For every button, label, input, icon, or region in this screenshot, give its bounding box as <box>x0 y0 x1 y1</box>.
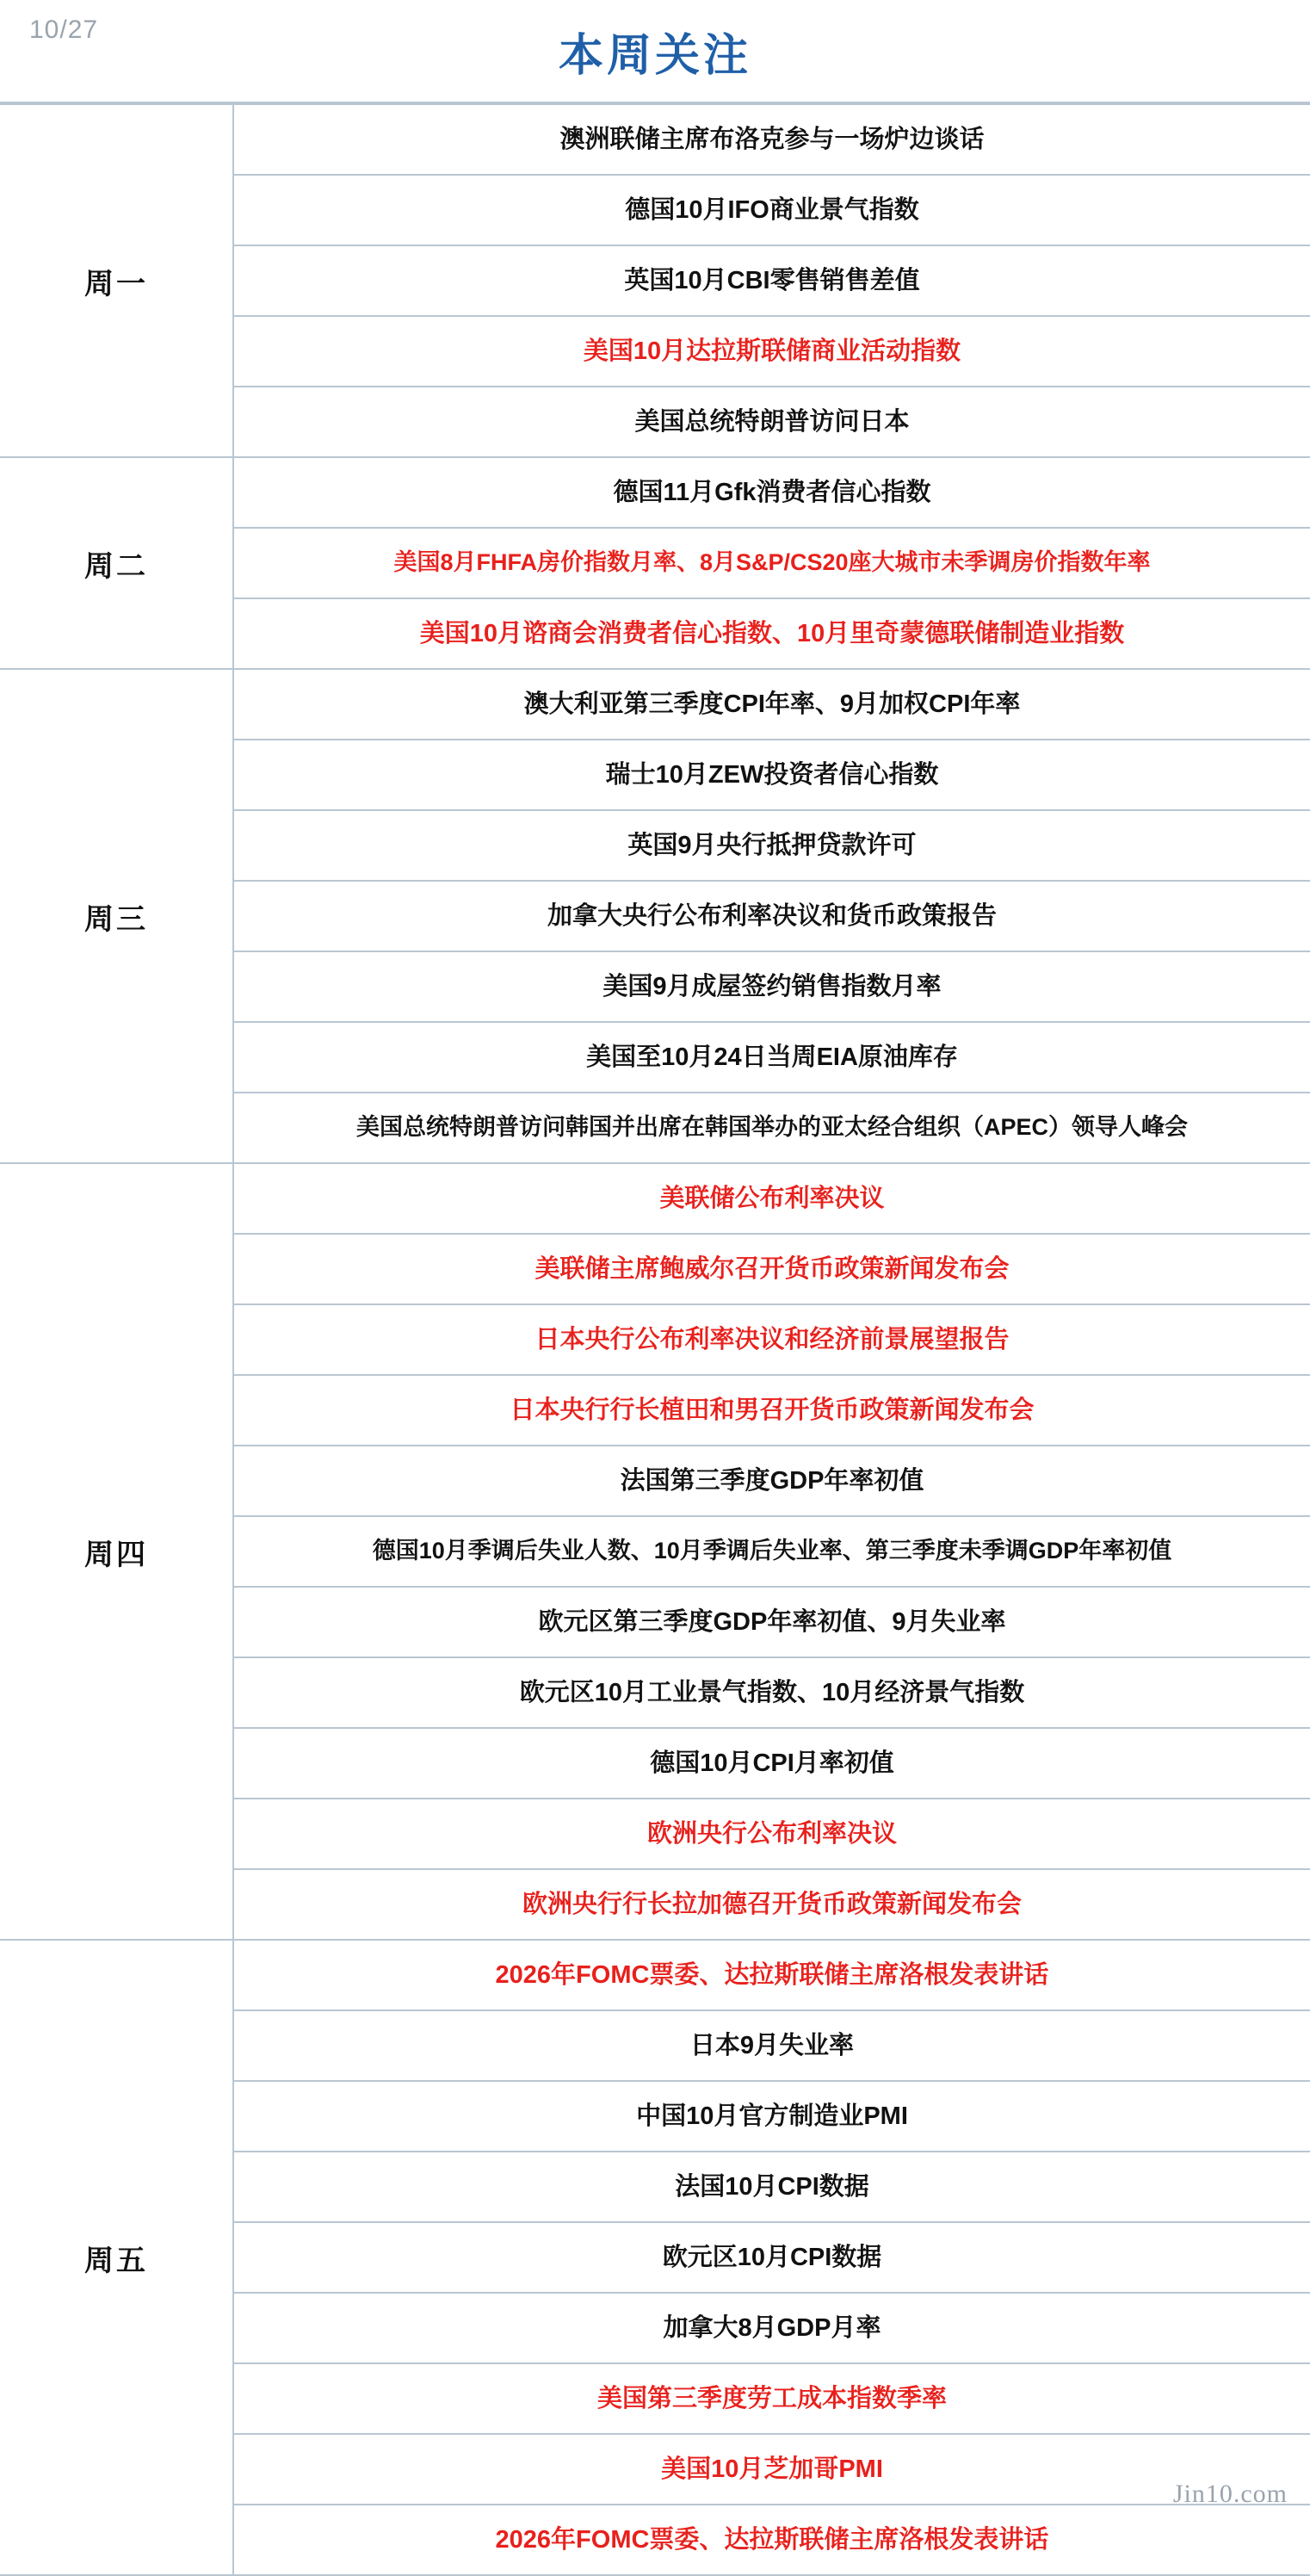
event-cell: 澳洲联储主席布洛克参与一场炉边谈话 <box>233 104 1310 175</box>
day-label-cell: 周四 <box>0 1163 233 1940</box>
event-cell: 英国9月央行抵押贷款许可 <box>233 810 1310 881</box>
weekly-events-table <box>0 103 1310 2576</box>
event-cell: 日本央行公布利率决议和经济前景展望报告 <box>233 1304 1310 1375</box>
event-cell: 德国10月季调后失业人数、10月季调后失业率、第三季度未季调GDP年率初值 <box>233 1516 1310 1587</box>
page-header <box>0 0 1310 103</box>
event-cell: 美国总统特朗普访问韩国并出席在韩国举办的亚太经合组织（APEC）领导人峰会 <box>233 1093 1310 1163</box>
event-cell: 美国至10月24日当周EIA原油库存 <box>233 1022 1310 1093</box>
event-cell: 英国10月CBI零售销售差值 <box>233 245 1310 316</box>
event-cell: 美国总统特朗普访问日本 <box>233 387 1310 457</box>
day-label-cell: 周一 <box>0 104 233 457</box>
event-cell: 法国10月CPI数据 <box>233 2152 1310 2222</box>
event-cell: 美联储主席鲍威尔召开货币政策新闻发布会 <box>233 1234 1310 1304</box>
event-cell: 美联储公布利率决议 <box>233 1163 1310 1234</box>
table-row <box>0 457 1310 528</box>
event-cell: 欧洲央行行长拉加德召开货币政策新闻发布会 <box>233 1869 1310 1940</box>
event-cell: 加拿大8月GDP月率 <box>233 2293 1310 2363</box>
event-cell: 欧洲央行公布利率决议 <box>233 1799 1310 1869</box>
table-row <box>0 104 1310 175</box>
watermark: Jin10.com <box>1172 2480 1288 2508</box>
event-cell: 2026年FOMC票委、达拉斯联储主席洛根发表讲话 <box>233 2505 1310 2575</box>
event-cell: 德国10月IFO商业景气指数 <box>233 175 1310 245</box>
day-label-cell: 周三 <box>0 669 233 1163</box>
event-cell: 日本央行行长植田和男召开货币政策新闻发布会 <box>233 1375 1310 1446</box>
event-cell: 瑞士10月ZEW投资者信心指数 <box>233 740 1310 810</box>
event-cell: 中国10月官方制造业PMI <box>233 2081 1310 2152</box>
event-cell: 欧元区10月CPI数据 <box>233 2222 1310 2293</box>
event-cell: 法国第三季度GDP年率初值 <box>233 1446 1310 1516</box>
day-label-cell: 周二 <box>0 457 233 669</box>
event-cell: 欧元区第三季度GDP年率初值、9月失业率 <box>233 1587 1310 1657</box>
event-cell: 日本9月失业率 <box>233 2010 1310 2081</box>
event-cell: 澳大利亚第三季度CPI年率、9月加权CPI年率 <box>233 669 1310 740</box>
table-row <box>0 669 1310 740</box>
event-cell: 美国10月达拉斯联储商业活动指数 <box>233 316 1310 387</box>
event-cell: 德国11月Gfk消费者信心指数 <box>233 457 1310 528</box>
table-row <box>0 1940 1310 2010</box>
day-label-cell: 周五 <box>0 1940 233 2575</box>
page-title: 本周关注 <box>558 30 751 81</box>
event-cell: 加拿大央行公布利率决议和货币政策报告 <box>233 881 1310 951</box>
event-cell: 美国第三季度劳工成本指数季率 <box>233 2363 1310 2434</box>
event-cell: 美国10月芝加哥PMI <box>233 2434 1310 2505</box>
table-row <box>0 1163 1310 1234</box>
event-cell: 欧元区10月工业景气指数、10月经济景气指数 <box>233 1657 1310 1728</box>
header-date: 10/27 <box>29 15 99 44</box>
event-cell: 德国10月CPI月率初值 <box>233 1728 1310 1799</box>
event-cell: 美国8月FHFA房价指数月率、8月S&P/CS20座大城市未季调房价指数年率 <box>233 528 1310 598</box>
event-cell: 2026年FOMC票委、达拉斯联储主席洛根发表讲话 <box>233 1940 1310 2010</box>
event-cell: 美国9月成屋签约销售指数月率 <box>233 951 1310 1022</box>
event-cell: 美国10月谘商会消费者信心指数、10月里奇蒙德联储制造业指数 <box>233 598 1310 669</box>
